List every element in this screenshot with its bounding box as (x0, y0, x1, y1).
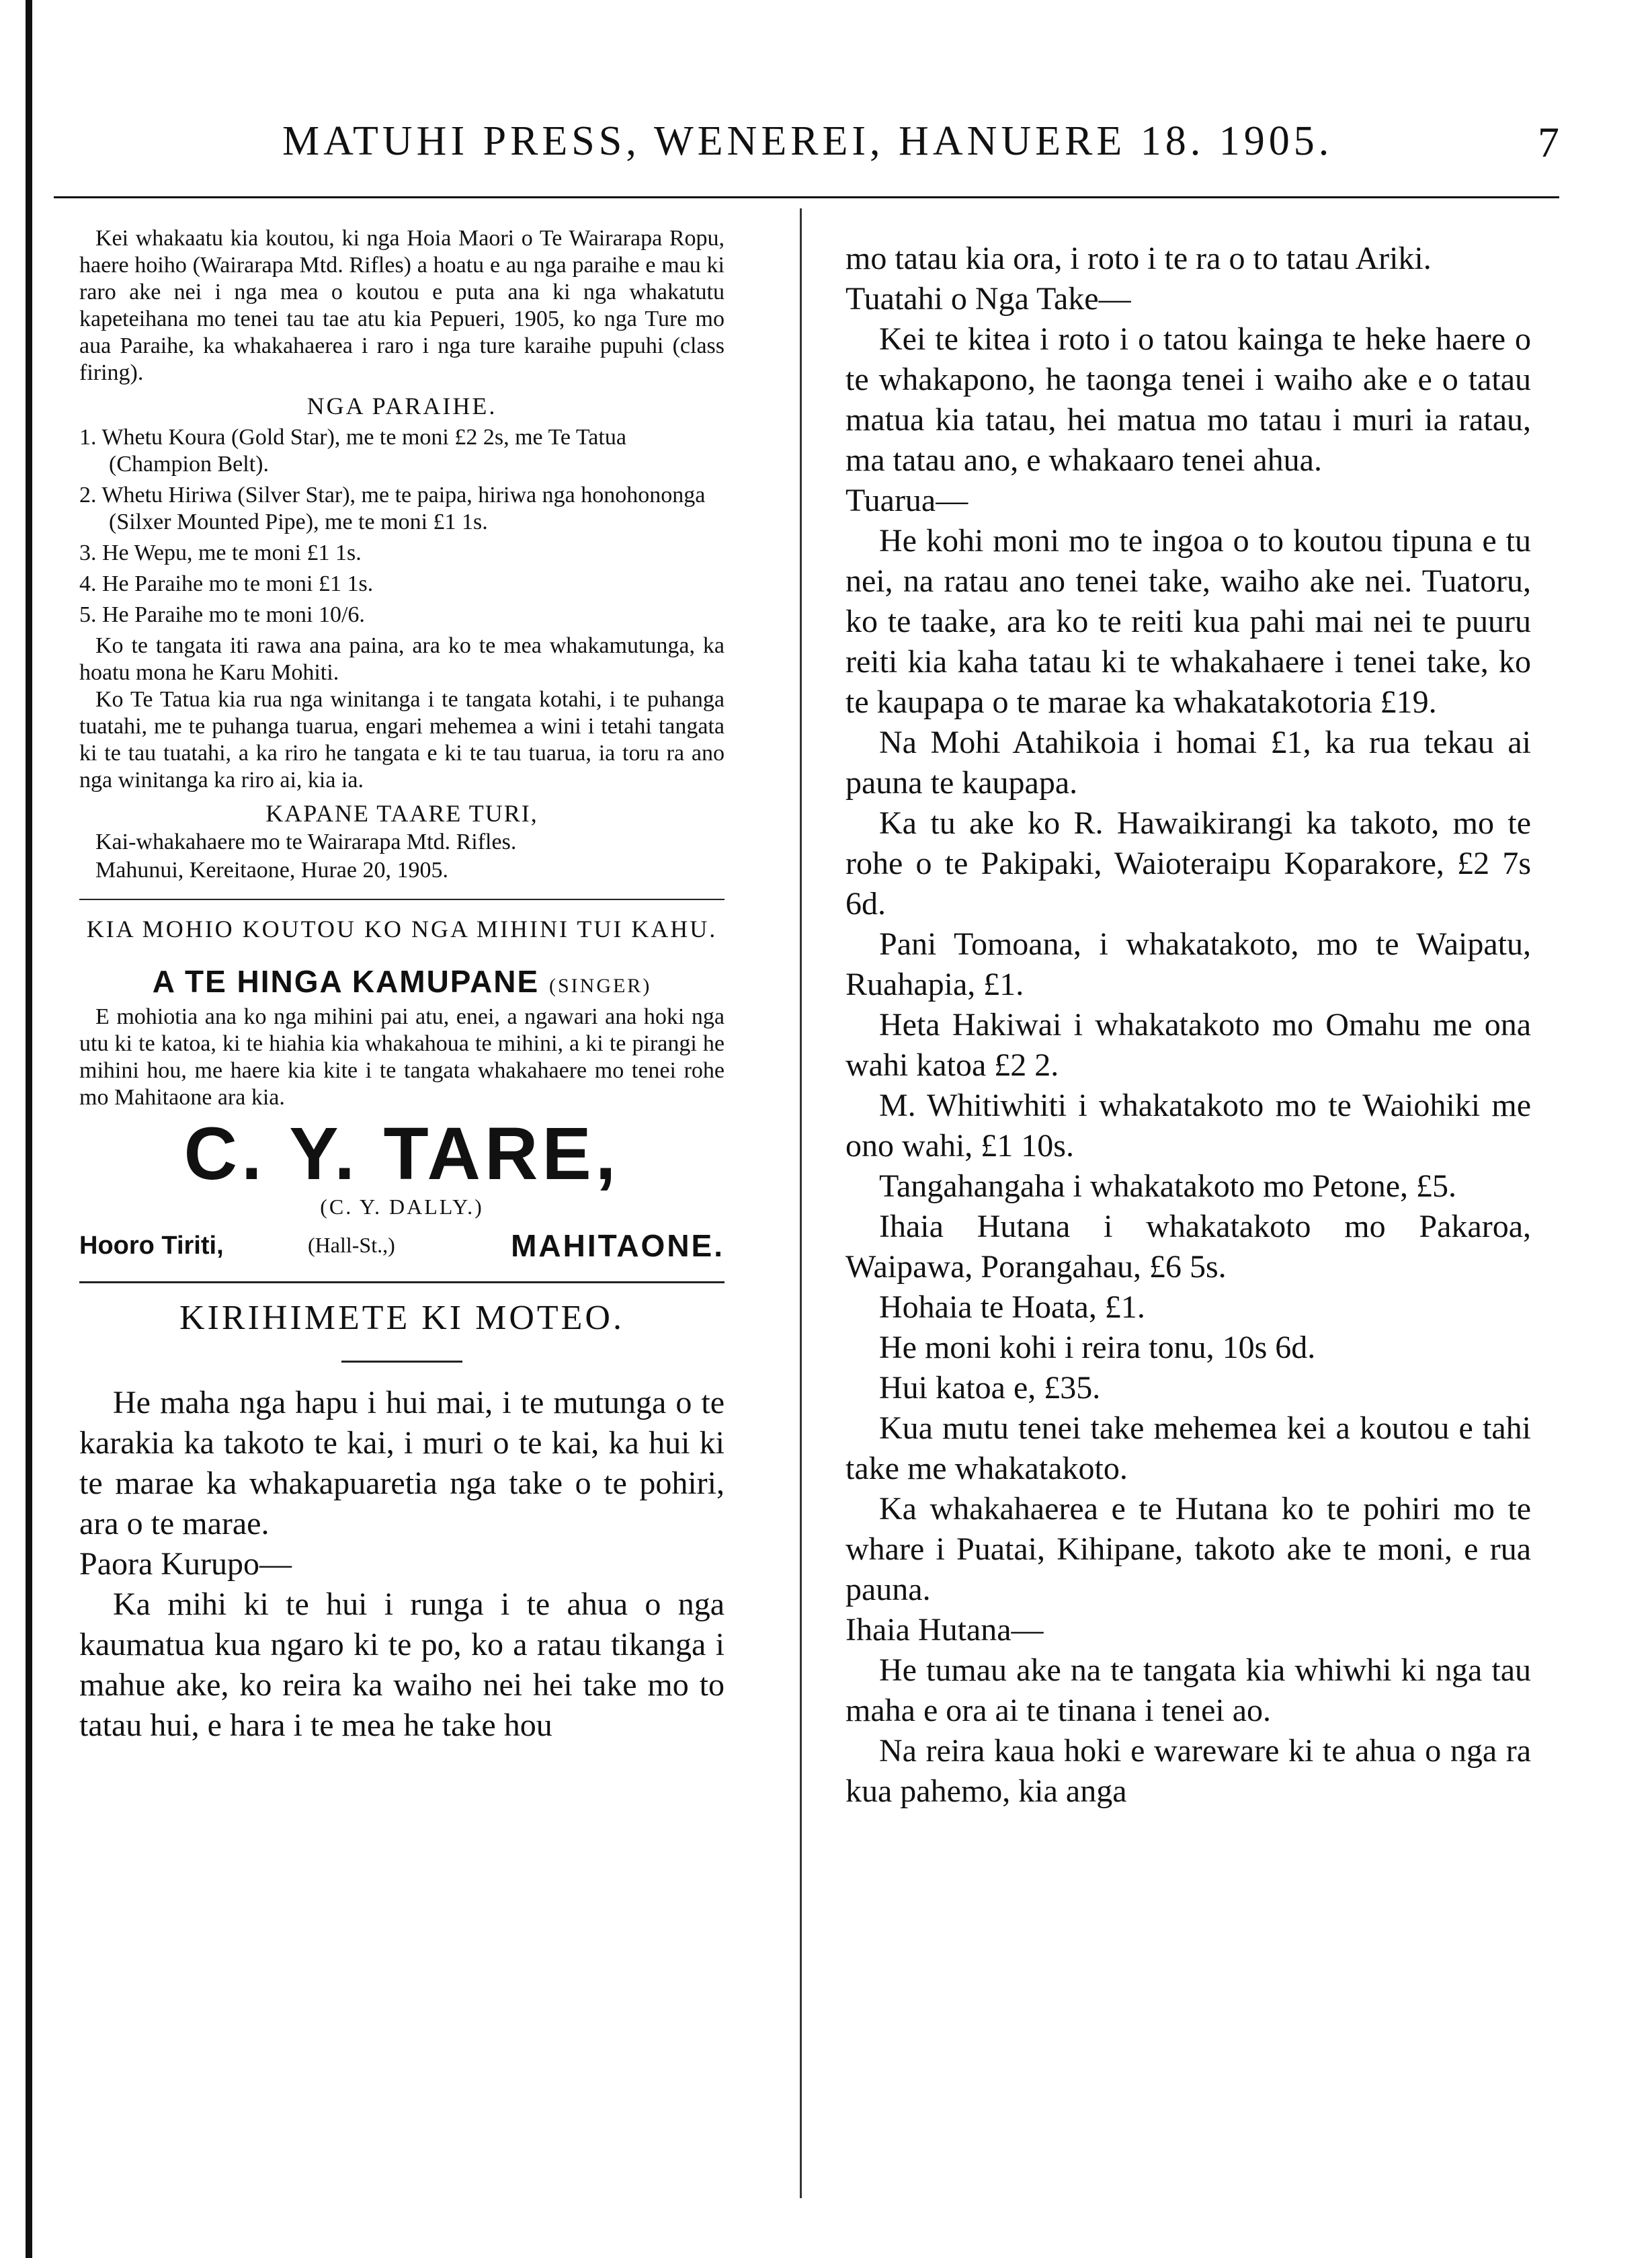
advert-company-english: (SINGER) (548, 975, 652, 997)
advert-subheading (79, 963, 725, 1000)
section-rule (79, 899, 725, 900)
article-paragraph: He tumau ake na te tangata kia whiwhi ki nga tau maha e ora ai te tinana i tenei ao. (845, 1652, 1531, 1728)
article-paragraph: Kei te kitea i roto i o tatou kainga te heke haere o te whakapono, he taonga tenei i waiho ake e o tatau matua kia tatau, hei matua mo tatau i muri ia ratau, ma tatau ano, e whakaaro tenei ahua. (845, 321, 1531, 478)
article-paragraph: mo tatau kia ora, i roto i te ra o to tatau Ariki. (845, 241, 1432, 276)
article-paragraph: Tangahangaha i whakatakoto mo Petone, £5. (879, 1168, 1457, 1204)
prize-item: 1. Whetu Koura (Gold Star), me te moni £2 2s, me Te Tatua (Champion Belt). (79, 425, 626, 477)
advert-town: MAHITAONE. (511, 1228, 725, 1263)
article-paragraph: He moni kohi i reira tonu, 10s 6d. (879, 1330, 1316, 1365)
rule-paragraph: Ko te tangata iti rawa ana paina, ara ko te mea whakamutunga, ka hoatu mona he Karu Mohiti. (79, 633, 725, 685)
advert-body: E mohiotia ana ko nga mihini pai atu, enei, a ngawari ana hoki nga utu ki te katoa, ki te hiahia kia whakahoua te mihini, a ki te pirangi he mihini hou, me haere kia kite i te tangata whakahaere mo tenei rohe mo Mahitaone ara kia. (79, 1004, 725, 1110)
article-paragraph: He maha nga hapu i hui mai, i te mutunga o te karakia ka takoto te kai, i muri o te kai, ka hui ki te marae ka whakapuaretia nga take o te pohiri, ara o te marae. (79, 1385, 725, 1541)
article-paragraph: M. Whitiwhiti i whakatakoto mo te Waiohiki me ono wahi, £1 10s. (845, 1088, 1531, 1164)
article-paragraph: Hohaia te Hoata, £1. (879, 1289, 1145, 1325)
prize-item: 4. He Paraihe mo te moni £1 1s. (79, 571, 374, 596)
right-column (845, 239, 1531, 1812)
notice-intro: Kei whakaatu kia koutou, ki nga Hoia Maori o Te Wairarapa Ropu, haere hoiho (Wairarapa Mtd. Rifles) a hoatu e au nga paraihe e mau ki raro ake nei i nga mea o koutou e puta ana ki nga whakatutu kapeteihana mo tenei tau tae atu kia Pepueri, 1905, ko nga Ture mo aua Paraihe, ka whakahaerea i raro i nga ture karaihe pupuhi (class firing). (79, 226, 725, 385)
advert-street: Hooro Tiriti, (79, 1232, 224, 1260)
speaker-name: Ihaia Hutana— (845, 1612, 1044, 1648)
speaker-name: Paora Kurupo— (79, 1546, 292, 1582)
speaker-name: Tuatahi o Nga Take— (845, 281, 1131, 317)
advert-address (79, 1223, 725, 1266)
masthead-title: MATUHI PRESS, WENEREI, HANUERE 18. 1905. (282, 118, 1333, 164)
speaker-name: Tuarua— (845, 483, 968, 518)
signature-place-date: Mahunui, Kereitaone, Hurae 20, 1905. (95, 858, 448, 883)
article-title: KIRIHIMETE KI MOTEO. (179, 1299, 624, 1337)
advert-name: C. Y. TARE, (183, 1113, 620, 1195)
advert-heading: KIA MOHIO KOUTOU KO NGA MIHINI TUI KAHU. (86, 916, 718, 942)
rule-paragraph: Ko Te Tatua kia rua nga winitanga i te tangata kotahi, i te puhanga tuatahi, me te puhanga tuarua, engari mehemea a wini i tetahi tangata ki te tau tuatahi, a ka riro he tangata e ki te tau tuarua, ia toru ra ano nga winitanga ka riro ai, kia ia. (79, 687, 725, 793)
prize-item: 2. Whetu Hiriwa (Silver Star), me te paipa, hiriwa nga honohononga (Silxer Mounted Pipe), me te moni £1 1s. (79, 483, 706, 534)
page-number: 7 (1538, 118, 1559, 166)
header-rule (54, 196, 1559, 198)
section-rule (79, 1281, 725, 1283)
article-paragraph: Na Mohi Atahikoia i homai £1, ka rua tekau ai pauna te kaupapa. (845, 725, 1531, 801)
signature-role: Kai-whakahaere mo te Wairarapa Mtd. Rifles. (95, 830, 517, 854)
article-paragraph: Hui katoa e, £35. (879, 1370, 1101, 1406)
column-divider (800, 208, 802, 2198)
prizes-heading: NGA PARAIHE. (306, 393, 497, 419)
title-rule (341, 1361, 462, 1363)
advert-company: A TE HINGA KAMUPANE (152, 964, 540, 999)
article-paragraph: Ka tu ake ko R. Hawaikirangi ka takoto, mo te rohe o te Pakipaki, Waioteraipu Koparakore, £2 7s 6d. (845, 805, 1531, 922)
article-paragraph: He kohi moni mo te ingoa o to koutou tipuna e tu nei, na ratau ano tenei take, waiho ake nei. Tuatoru, ko te taake, ara ko te reiti kua pahi mai nei te puuru reiti kia kaha tatau ki te whakahaere i tenei take, ko te kaupapa o te marae ka whakatakotoria £19. (845, 523, 1531, 720)
article-paragraph: Ihaia Hutana i whakatakoto mo Pakaroa, Waipawa, Porangahau, £6 5s. (845, 1209, 1531, 1285)
advert-alias: (C. Y. DALLY.) (320, 1195, 484, 1219)
prize-item: 5. He Paraihe mo te moni 10/6. (79, 602, 365, 627)
article-paragraph: Pani Tomoana, i whakatakoto, mo te Waipatu, Ruahapia, £1. (845, 926, 1531, 1002)
left-column (79, 225, 725, 1746)
article-paragraph: Ka mihi ki te hui i runga i te ahua o nga kaumatua kua ngaro ki te po, ko a ratau tikanga i mahue ake, ko reira ka waiho nei hei take mo to tatau hui, e hara i te mea he take hou (79, 1586, 725, 1743)
page-header (54, 118, 1559, 185)
article-paragraph: Heta Hakiwai i whakatakoto mo Omahu me ona wahi katoa £2 2. (845, 1007, 1531, 1083)
advert-street-english: (Hall-St.,) (308, 1233, 395, 1257)
article-paragraph: Ka whakahaerea e te Hutana ko te pohiri mo te whare i Puatai, Kihipane, takoto ake te moni, e rua pauna. (845, 1491, 1531, 1607)
signature-name: KAPANE TAARE TURI, (265, 800, 538, 827)
binding-edge (26, 0, 32, 2258)
prize-item: 3. He Wepu, me te moni £1 1s. (79, 540, 362, 565)
article-paragraph: Kua mutu tenei take mehemea kei a koutou e tahi take me whakatakoto. (845, 1410, 1531, 1486)
article-paragraph: Na reira kaua hoki e wareware ki te ahua o nga ra kua pahemo, kia anga (845, 1733, 1531, 1809)
